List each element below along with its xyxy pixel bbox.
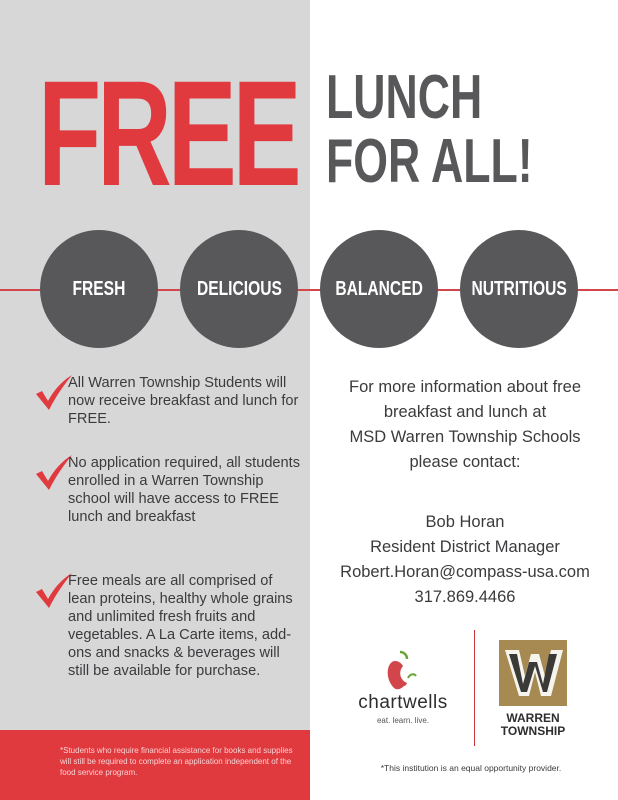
info-line: breakfast and lunch at (383, 403, 547, 421)
contact-email[interactable]: Robert.Horan@compass-usa.com (340, 563, 590, 581)
lunch-line-2: FOR ALL! (326, 127, 533, 196)
apple-icon (386, 650, 420, 692)
circle-delicious (180, 230, 298, 348)
footnote-text: *Students who require financial assistance for books and supplies will still be required to complete an application independent of the food service program. (60, 746, 293, 777)
lunch-line-1: LUNCH (326, 63, 483, 132)
contact-name: Bob Horan (425, 513, 505, 531)
circle-fresh (40, 230, 158, 348)
warren-township-logo (497, 640, 569, 740)
free-headline: FREE (38, 49, 298, 217)
circle-label: DELICIOUS (196, 277, 282, 300)
lunch-headline (326, 63, 533, 196)
circle-nutritious (460, 230, 578, 348)
warren-line-2: TOWNSHIP (500, 724, 566, 738)
circle-label: NUTRITIOUS (471, 277, 567, 300)
chartwells-name: chartwells (358, 692, 448, 713)
info-line: MSD Warren Township Schools (349, 428, 581, 446)
warren-name (497, 712, 569, 738)
bullet-text: All Warren Township Students will now receive breakfast and lunch for FREE. (68, 375, 299, 427)
bullet-text: Free meals are all comprised of lean proteins, healthy whole grains and unlimited fresh fruits and vegetables. A La Carte items, add-ons and snacks & beverages will still be available for purchase. (68, 573, 293, 679)
circle-label: BALANCED (335, 277, 423, 300)
contact-phone: 317.869.4466 (414, 588, 516, 606)
chartwells-logo (348, 650, 458, 730)
warren-line-1: WARREN (506, 711, 560, 725)
provider-note: *This institution is an equal opportunity provider. (380, 763, 562, 773)
info-line: please contact: (409, 453, 521, 471)
warren-w-emblem-icon (499, 640, 567, 706)
circle-balanced (320, 230, 438, 348)
chartwells-tagline: eat. learn. live. (376, 716, 430, 725)
info-line: For more information about free (348, 378, 582, 396)
contact-title: Resident District Manager (370, 538, 560, 556)
logo-divider (474, 630, 475, 746)
contact-info (320, 510, 610, 610)
info-text (320, 375, 610, 475)
circle-label: FRESH (72, 277, 126, 300)
bullet-text: No application required, all students enrolled in a Warren Township school will have access to FREE lunch and breakfast (68, 455, 301, 525)
